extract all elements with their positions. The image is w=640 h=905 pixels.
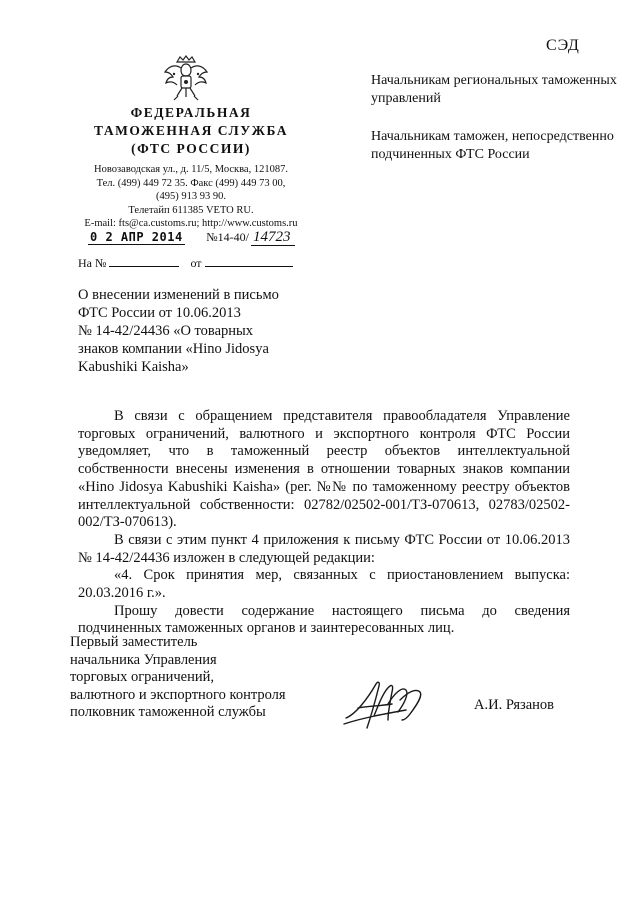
russian-coat-of-arms-icon — [160, 52, 212, 104]
sed-stamp: СЭД — [546, 37, 580, 54]
position-line: полковник таможенной службы — [70, 704, 266, 721]
registration-number-handwritten: 14723 — [251, 229, 295, 246]
letter-body — [78, 408, 570, 638]
body-paragraph: «4. Срок принятия мер, связанных с приостановлением выпуска: 20.03.2016 г.». — [78, 567, 570, 602]
body-paragraph: Прошу довести содержание настоящего письма до сведения подчиненных таможенных органов и заинтересованных лиц. — [78, 602, 570, 637]
address-line: Новозаводская ул., д. 11/5, Москва, 121087. — [94, 164, 288, 175]
phone-line: Тел. (499) 449 72 35. Факс (499) 449 73 00, — [96, 177, 286, 189]
ref-from-label: от — [190, 256, 202, 270]
position-line: Первый заместитель — [70, 634, 198, 650]
registration-number-label: № — [206, 230, 218, 244]
subject-line: Kabushiki Kaisha» — [78, 359, 189, 375]
teletype-line: Телетайп 611385 VETO RU. — [128, 204, 254, 216]
letter-subject — [78, 286, 308, 376]
addressee: Начальникам региональных таможенных управлений — [371, 73, 617, 106]
ref-number-blank — [109, 256, 179, 267]
phone-line: (495) 913 93 90. — [156, 191, 226, 202]
body-paragraph: В связи с обращением представителя правообладателя Управление торговых ограничений, валютного и экспортного контроля ФТС России уведомляет, что в таможенный реестр объектов интеллектуальной собственности внесены изменения в отношении товарных знаков компании «Hino Jidosya Kabushiki Kaisha» (рег. №№ по таможенному реестру объектов интеллектуальной собственности: 02782/02502-001/ТЗ-070613, 02783/02502-002/ТЗ-070613). — [78, 408, 570, 531]
registration-date: 0 2 АПР 2014 — [90, 230, 183, 244]
org-name-line: (ФТС РОССИИ) — [131, 141, 251, 156]
organization-contacts — [78, 163, 304, 231]
registration-row — [88, 229, 295, 246]
organization-name — [80, 104, 302, 158]
body-paragraph: В связи с этим пункт 4 приложения к письму ФТС России от 10.06.2013 № 14-42/24436 изложен в следующей редакции: — [78, 531, 570, 566]
ref-number-label: На № — [78, 256, 107, 270]
addressees-block — [371, 72, 621, 184]
registration-number-printed: 14-40/ — [217, 230, 249, 244]
org-name-line: ФЕДЕРАЛЬНАЯ — [130, 105, 252, 120]
signatory-position — [70, 634, 330, 722]
position-line: торговых ограничений, — [70, 669, 214, 686]
handwritten-signature — [340, 678, 440, 734]
ref-date-blank — [205, 256, 293, 267]
addressee: Начальникам таможен, непосредственно подчиненных ФТС России — [371, 129, 614, 162]
position-line: валютного и экспортного контроля — [70, 686, 286, 703]
subject-line: знаков компании «Hino Jidosya — [78, 341, 269, 357]
signer-name: А.И. Рязанов — [474, 697, 555, 713]
reference-row — [78, 256, 293, 271]
subject-line: ФТС России от 10.06.2013 — [78, 305, 241, 321]
subject-line: О внесении изменений в письмо — [78, 287, 279, 303]
position-line: начальника Управления — [70, 651, 217, 668]
email-line: E-mail: fts@ca.customs.ru; http://www.customs.ru — [84, 218, 298, 229]
org-name-line: ТАМОЖЕННАЯ СЛУЖБА — [94, 123, 288, 138]
subject-line: № 14-42/24436 «О товарных — [78, 323, 254, 339]
